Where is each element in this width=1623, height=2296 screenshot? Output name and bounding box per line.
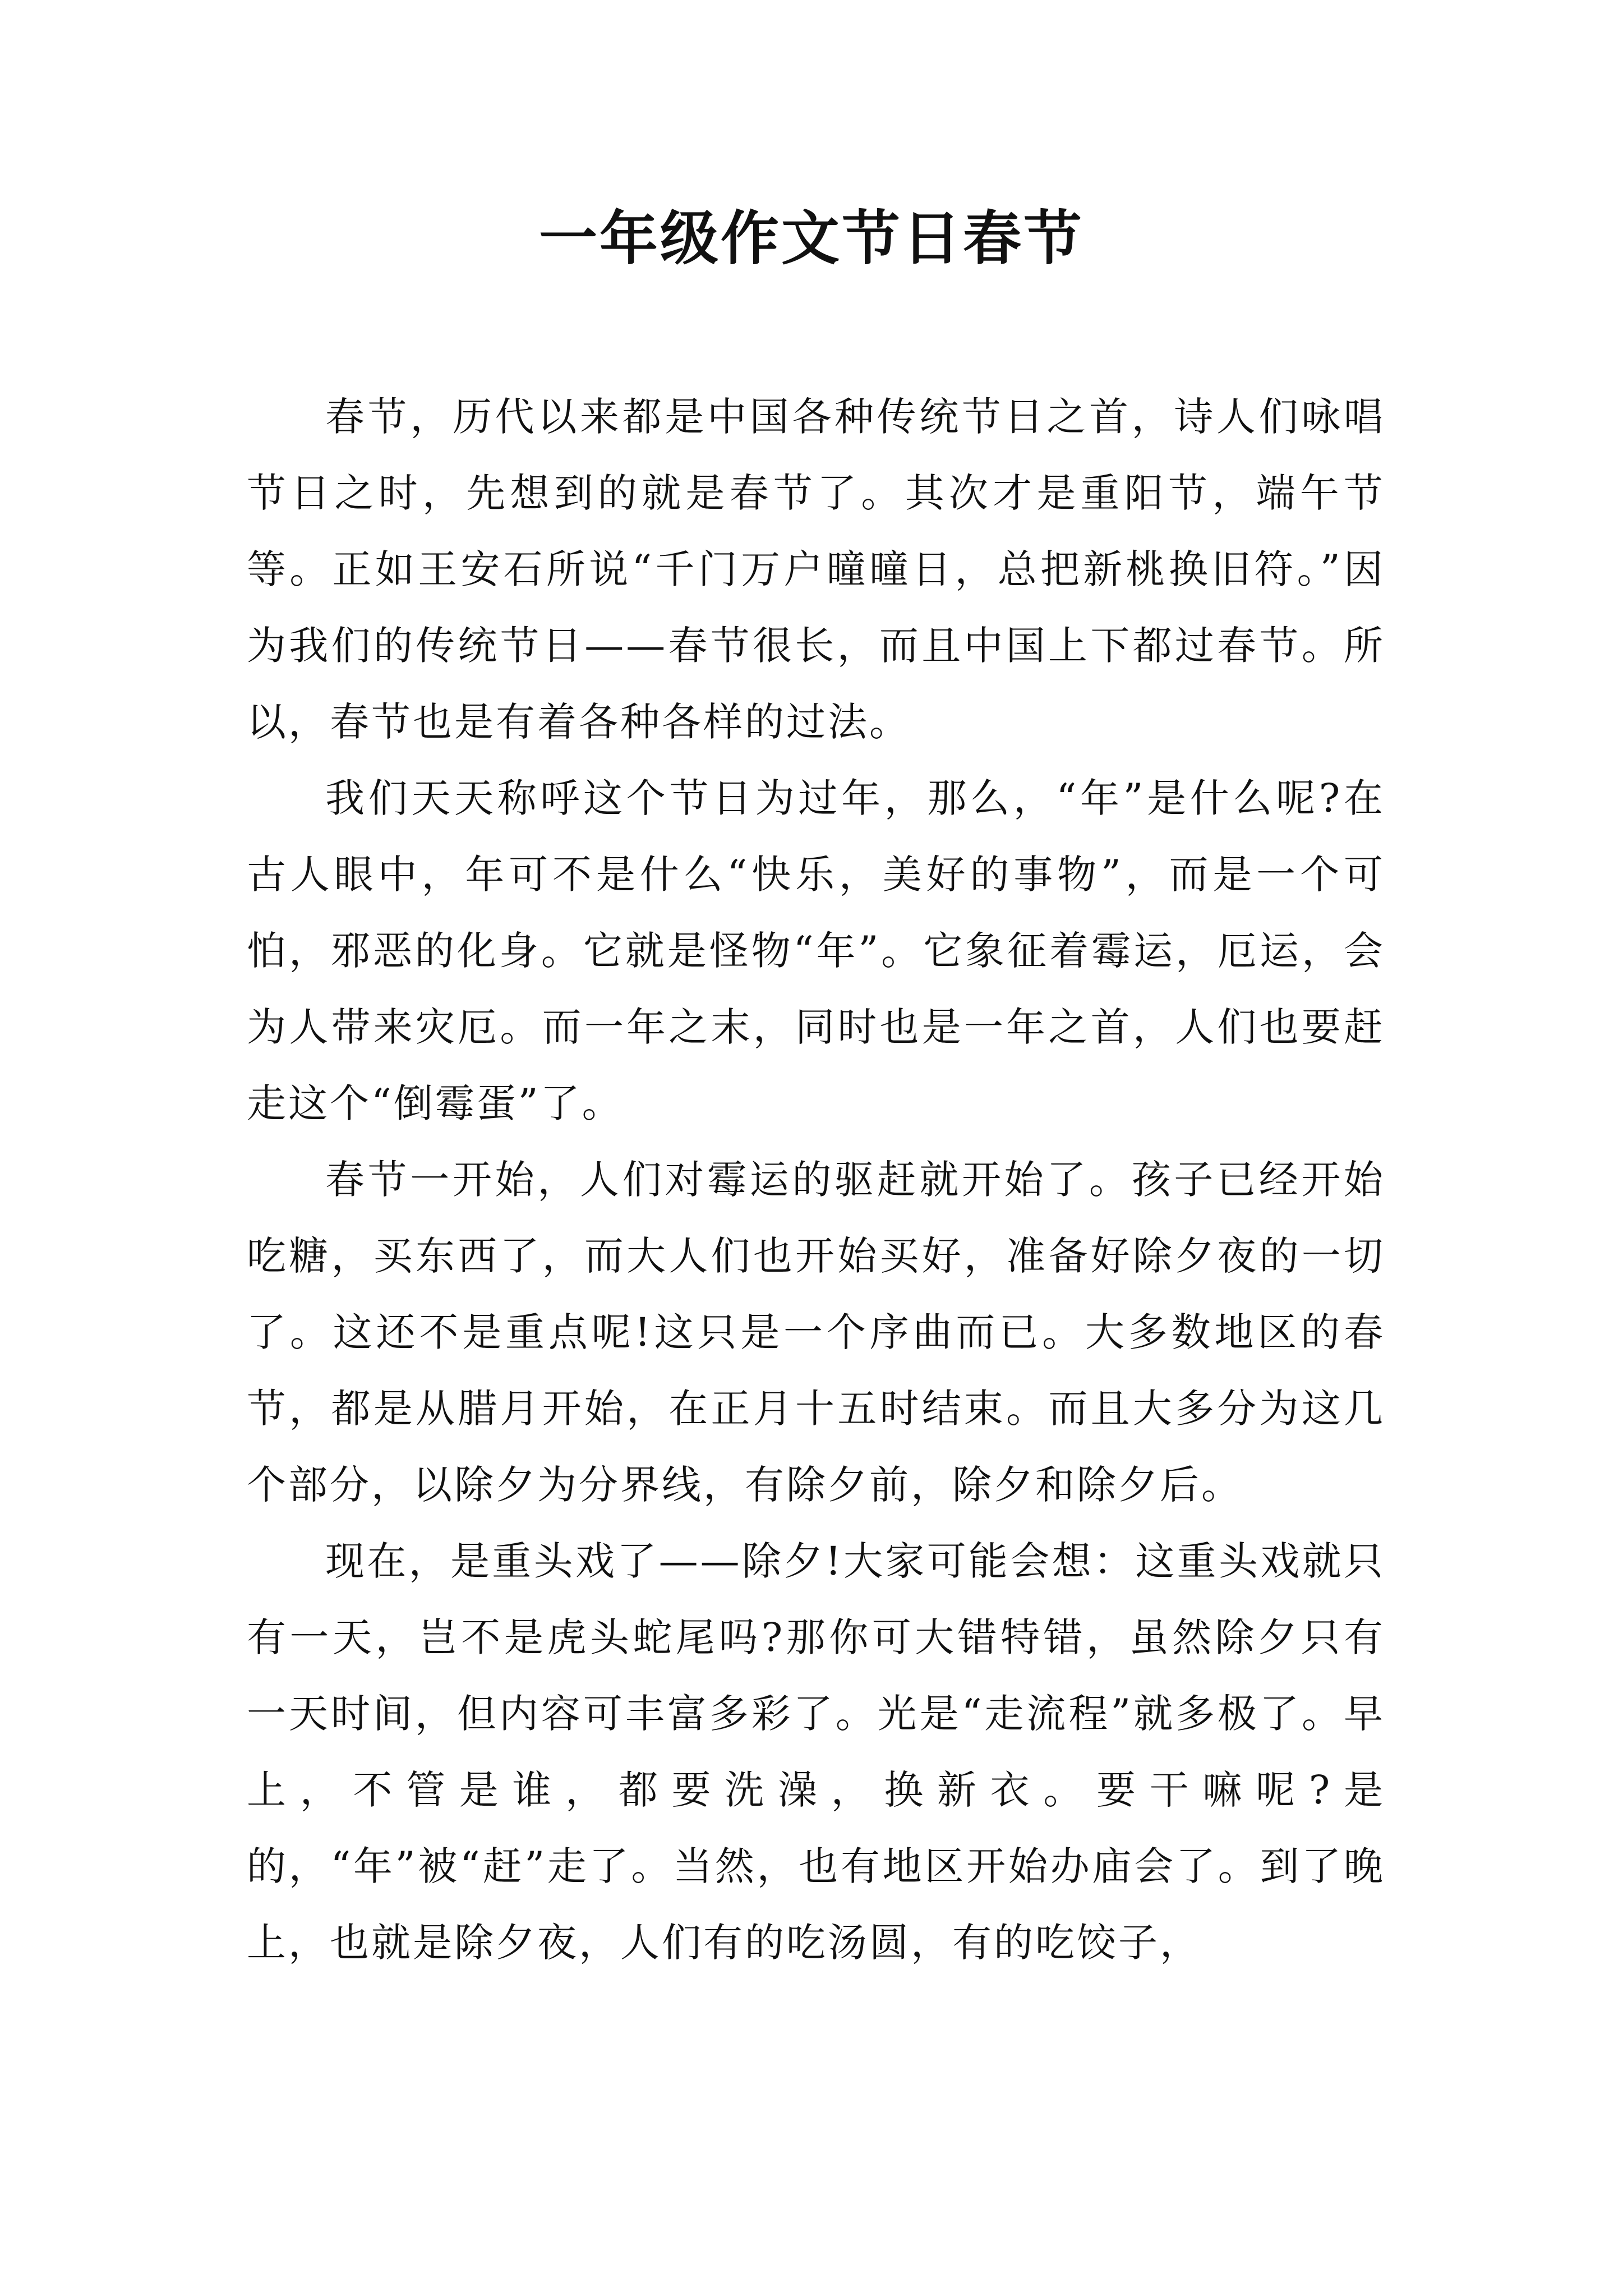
document-title: 一年级作文节日春节 <box>538 204 1084 273</box>
paragraph-4: 现在，是重头戏了——除夕!大家可能会想：这重头戏就只有一天，岂不是虎头蛇尾吗?那你可大错特错，虽然除夕只有一天时间，但内容可丰富多彩了。光是“走流程”就多极了。早上，不管是谁，都要洗澡，换新衣。要干嘛呢?是的，“年”被“赶”走了。当然，也有地区开始办庙会了。到了晚上，也就是除夕夜，人们有的吃汤圆，有的吃饺子， <box>247 1538 1385 1966</box>
document-body <box>247 379 1385 1981</box>
paragraph-1: 春节，历代以来都是中国各种传统节日之首，诗人们咏唱节日之时，先想到的就是春节了。其次才是重阳节，端午节等。正如王安石所说“千门万户曈曈日，总把新桃换旧符。”因为我们的传统节日——春节很长，而且中国上下都过春节。所以，春节也是有着各种各样的过法。 <box>247 394 1385 745</box>
paragraph-2: 我们天天称呼这个节日为过年，那么，“年”是什么呢?在古人眼中，年可不是什么“快乐，美好的事物”，而是一个可怕，邪恶的化身。它就是怪物“年”。它象征着霉运，厄运，会为人带来灾厄。而一年之末，同时也是一年之首，人们也要赶走这个“倒霉蛋”了。 <box>247 775 1385 1126</box>
paragraph-3: 春节一开始，人们对霉运的驱赶就开始了。孩子已经开始吃糖，买东西了，而大人们也开始买好，准备好除夕夜的一切了。这还不是重点呢!这只是一个序曲而已。大多数地区的春节，都是从腊月开始，在正月十五时结束。而且大多分为这几个部分，以除夕为分界线，有除夕前，除夕和除夕后。 <box>247 1157 1385 1508</box>
